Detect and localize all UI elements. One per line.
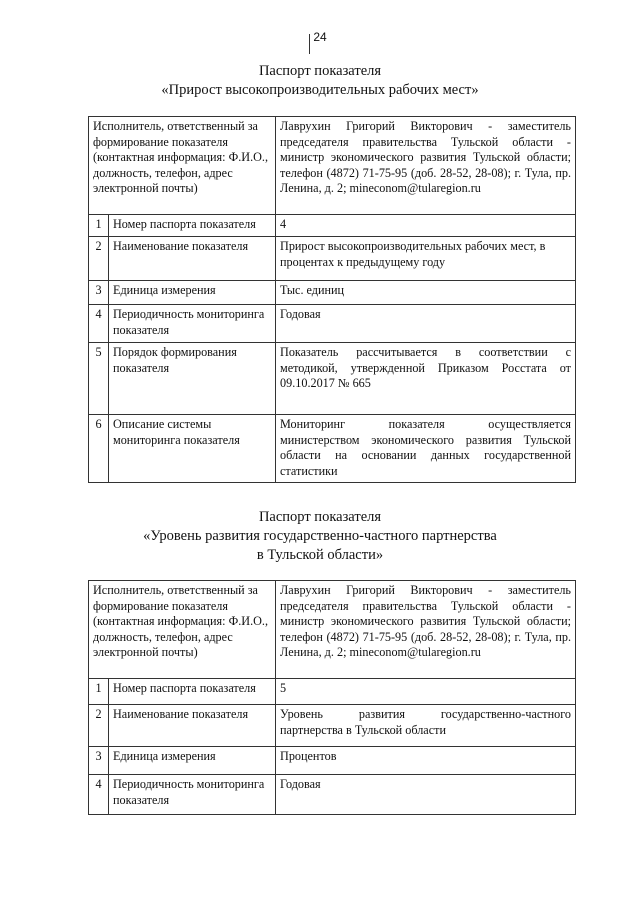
executor-value: Лаврухин Григорий Викторович - заместитель председателя правительства Тульской области - министр экономического развития Тульской области; телефон (4872) 71-75-95 (доб. 28-52, 28-08); г. Тула, пр. Ленина, д. 2; mineconom@tularegion.ru [276,581,576,679]
row-value: Показатель рассчитывается в соответствии с методикой, утвержденной Приказом Росстата от 09.10.2017 № 665 [276,343,576,415]
passport-1-title-line1: Паспорт показателя [258,63,382,79]
table-row [89,415,576,483]
row-number: 2 [89,237,109,281]
passport-2-title-line3: в Тульской области» [256,547,384,563]
row-label: Описание системы мониторинга показателя [109,415,276,483]
row-label: Единица измерения [109,281,276,305]
row-number: 1 [89,215,109,237]
executor-label: Исполнитель, ответственный за формирование показателя (контактная информация: Ф.И.О., должность, телефон, адрес электронной почты) [89,117,276,215]
row-number: 2 [89,705,109,747]
table-row [89,775,576,815]
table-row [89,747,576,775]
row-label: Порядок формирования показателя [109,343,276,415]
row-value: Тыс. единиц [276,281,576,305]
executor-value: Лаврухин Григорий Викторович - заместитель председателя правительства Тульской области - министр экономического развития Тульской области; телефон (4872) 71-75-95 (доб. 28-52, 28-08); г. Тула, пр. Ленина, д. 2; mineconom@tularegion.ru [276,117,576,215]
table-row [89,679,576,705]
passport-1-title [0,62,640,100]
passport-2-title-line2: «Уровень развития государственно-частного партнерства [143,528,497,544]
passport-2-executor-row [89,581,576,679]
passport-2-title [0,508,640,565]
row-value: Мониторинг показателя осуществляется министерством экономического развития Тульской области на основании данных государственной статистики [276,415,576,483]
row-number: 4 [89,305,109,343]
passport-2-table [88,580,576,815]
row-value: 4 [276,215,576,237]
row-value: Уровень развития государственно-частного партнерства в Тульской области [276,705,576,747]
table-row [89,305,576,343]
row-label: Номер паспорта показателя [109,215,276,237]
passport-1-executor-row [89,117,576,215]
row-label: Единица измерения [109,747,276,775]
row-number: 3 [89,281,109,305]
row-label: Номер паспорта показателя [109,679,276,705]
row-label: Наименование показателя [109,705,276,747]
table-row [89,705,576,747]
row-label: Периодичность мониторинга показателя [109,775,276,815]
row-value: Годовая [276,305,576,343]
row-number: 1 [89,679,109,705]
passport-1-title-line2: «Прирост высокопроизводительных рабочих мест» [161,82,479,98]
table-row [89,215,576,237]
row-label: Наименование показателя [109,237,276,281]
row-number: 5 [89,343,109,415]
row-number: 6 [89,415,109,483]
table-row [89,281,576,305]
row-value: 5 [276,679,576,705]
executor-label: Исполнитель, ответственный за формирование показателя (контактная информация: Ф.И.О., должность, телефон, адрес электронной почты) [89,581,276,679]
row-number: 4 [89,775,109,815]
table-row [89,237,576,281]
passport-2-title-line1: Паспорт показателя [258,509,382,525]
row-value: Процентов [276,747,576,775]
row-value: Прирост высокопроизводительных рабочих мест, в процентах к предыдущему году [276,237,576,281]
page-number: 24 [0,30,640,44]
row-value: Годовая [276,775,576,815]
passport-1-table [88,116,576,483]
row-label: Периодичность мониторинга показателя [109,305,276,343]
table-row [89,343,576,415]
row-number: 3 [89,747,109,775]
